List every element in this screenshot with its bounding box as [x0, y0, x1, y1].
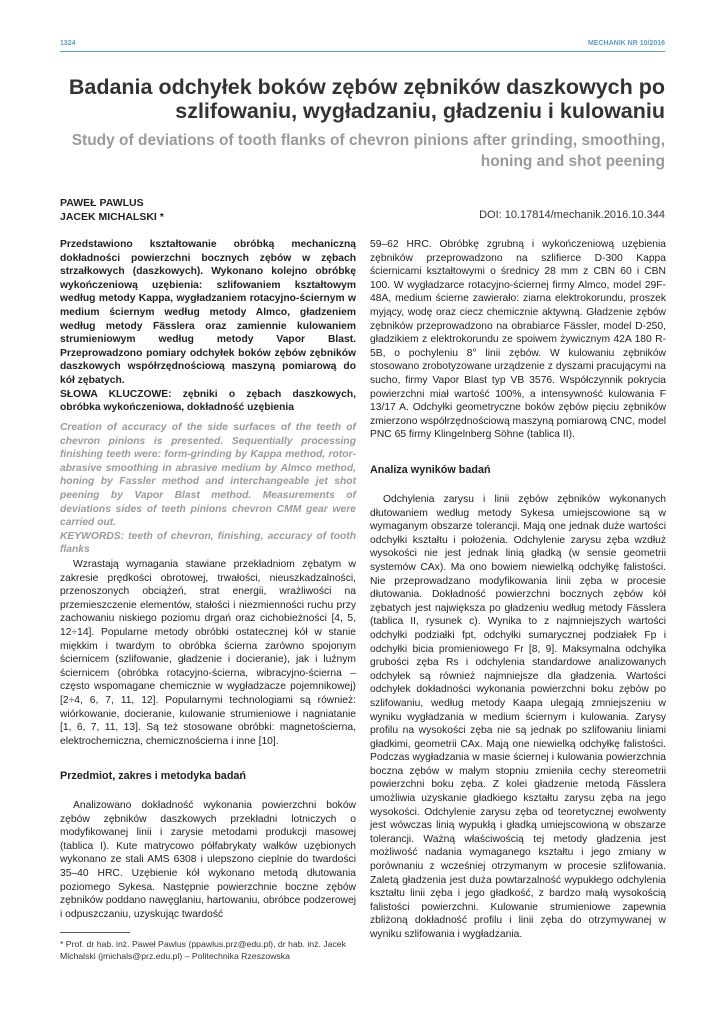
- section-heading: Analiza wyników badań: [370, 464, 491, 476]
- methods-section: [60, 799, 356, 921]
- methods-continued: [370, 238, 666, 442]
- header-rule: [60, 51, 665, 52]
- results-section: [370, 493, 666, 942]
- footnote-rule: [60, 932, 130, 933]
- keywords-pl: SŁOWA KLUCZOWE: zębniki o zębach daszkowych, obróbka wykończeniowa, dokładność uzębienia: [60, 388, 356, 414]
- author-name: PAWEŁ PAWLUS: [60, 197, 144, 209]
- abstract-english: [60, 421, 356, 557]
- results-paragraph: Odchylenia zarysu i linii zębów zębników wykonanych dłutowaniem według metody Sykesa umiejscowione są w wymaganym obszarze tolerancji. Mają one jednak duże wartości odchyłki kształtu i położenia. Odchylenie zarysu zęba wzdłuż wysokości nie jest jednak linią gładką (w sensie geometrii systemów CAx). Ma ono bowiem niewielką odchyłkę falistości. Nie przeprowadzano modyfikowania linii zęba w procesie dłutowania. Dokładność powierzchni bocznych zębów kół zębatych jest największa po gładzeniu według metody Fässlera (tablica II, rysunek c). Wynika to z najmniejszych wartości odchyłki podziałki fpt, odchyłki sumarycznej podziałek Fp i odchyłki bicia promieniowego Fr [8, 9]. Maksymalna odchyłka grubości zęba Rs i odchylenia standardowe analizowanych odchyłek są również najmniejsze dla gładzenia. Wartości odchyłek dokładności wykonania powierzchni boku zębów po szlifowaniu, według metody Kaapa ulegają zmniejszeniu w wyniku wygładzania w medium ściernym i kulowania. Zarysy profilu na wysokości zęba nie są jednak po szlifowaniu liniami gładkimi, geometrii CAx. Mają one niewielką odchyłkę falistości. Podczas wygładzania w masie ściernej i kulowania powierzchnia boczna zębów w małym stopniu zmieniła cechy stereometrii powierzchni boku zęba. Z kolei gładzenie metodą Fässlera umożliwia uzyskanie gładkiego kształtu zarysu zęba na jego wysokości. Odchylenie zarysu zęba od teoretycznej ewolwenty jest wówczas linią wypukłą i gładką umiejscowioną w obszarze tolerancji. Ważną właściwością tej metody gładzenia jest możliwość nadania wymaganego kształtu i jego zmiany w porównaniu z wcześniej otrzymanym w procesie szlifowania. Zaletą gładzenia jest duża powtarzalność wypukłego odchylenia kształtu linii zęba i jego gładkość, z bardzo małą wysokością falistości powierzchni. Kulowanie strumieniowe zapewnia zbliżoną dokładność profilu i linii zęba do otrzymywanej w wyniku szlifowania i wygładzania.: [370, 494, 666, 940]
- page-header: [60, 40, 665, 54]
- section-heading: Przedmiot, zakres i metodyka badań: [60, 770, 247, 782]
- abstract-en-text: Creation of accuracy of the side surfaces of the teeth of chevron pinions is presented. Sequentially processing finishing teeth were: form-grinding by Kappa method, rotor-abrasive smoothing in abrasive medium by Almco method, honing by Fassler method and interchangeable jet shot peening by Vapor Blast method. Measurements of deviations sides of teeth pinions chevron CMM gear were carried out.: [60, 422, 356, 529]
- footnote: * Prof. dr hab. inż. Paweł Pawlus (ppawlus.prz@edu.pl), dr hab. inż. Jacek Michalski (jmichals@prz.edu.pl) – Politechnika Rzeszowska: [60, 939, 346, 961]
- intro-paragraph: Wzrastają wymagania stawiane przekładniom zębatym w zakresie prędkości obrotowej, trwałości, nieuszkadzalności, przenoszonych obciążeń, strat energii, wrażliwości na przemieszczenie elementów, stałości i niezmienności ruchu przy zachowaniu niskiego poziomu drgań oraz cichobieżności [4, 5, 12÷14]. Popularne metody obróbki ostatecznej kół w stanie miękkim i twardym to obróbka ścierna zarówno spojonym ściernicem (szlifowanie, gładzenie i docieranie), jak i luźnym ściernicem (obróbka rotacyjno-ścierna, wibracyjno-ścierna – często wspomagane chemicznie w wygładzacze pojemnikowej) [2÷4, 6, 7, 11, 12]. Popularnymi technologiami są również: wiórkowanie, docieranie, kulowanie strumieniowe i nagniatanie [1, 6, 7, 11, 13]. Są też stosowane obróbki: magnetościerna, elektrochemiczna, chemicznościerna i inne [10].: [60, 559, 356, 747]
- doi: DOI: 10.17814/mechanik.2016.10.344: [479, 209, 665, 221]
- journal-name: MECHANIK NR 10/2016: [587, 40, 665, 47]
- title-english: Study of deviations of tooth flanks of chevron pinions after grinding, smoothing, honing and shot peening: [71, 132, 665, 170]
- abstract-polish: [60, 238, 356, 415]
- methods-continued-paragraph: 59–62 HRC. Obróbkę zgrubną i wykończeniową uzębienia zębników przeprowadzono na szlifierce D-300 Kappa ściernicami kształtowymi o średnicy 28 mm z CBN 60 i CBN 100. W wygładzarce rotacyjno-ściernej firmy Almco, model 29F-48A, medium ścierne zawierało: ziarna elektrokorundu, proszek myjący, wodę oraz ciecz chemicznie aktywną. Gładzenie zębów zębników przeprowadzono na obrabiarce Fässler, model D-250, gładzikiem z elektrokorundu ze spoiwem żywicznym 42A 180 R-5B, o pochyleniu 8° linii zębów. W kulowaniu zębników stosowano zrobotyzowane urządzenie z dyszami pracującymi na sucho, firmy Vapor Blast typ VB 3576. Współczynnik pokrycia powierzchni miał wartość 100%, a intensywność kulowania F 13/17 A. Odchyłki geometryczne boków zębów pięciu zębników zmierzono współrzędnościową maszyną pomiarową CNC, model PNC 65 firmy Klingelnberg Söhne (tablica II).: [370, 239, 666, 441]
- abstract-pl-text: Przedstawiono kształtowanie obróbką mechaniczną dokładności powierzchni bocznych zębów w zębach strzałkowych (daszkowych). Wykonano kolejno obróbkę wykończeniową uzębienia: szlifowaniem kształtowym według metody Kappa, wygładzaniem rotacyjno-ściernym w medium ściernym według metody Almco, gładzeniem według metody Fässlera oraz zamiennie kulowaniem strumieniowym według metody Vapor Blast. Przeprowadzono pomiary odchyłek boków zębów zębników daszkowych współrzędnościową maszyną pomiarową do kół zębatych.: [60, 239, 356, 386]
- methods-paragraph: Analizowano dokładność wykonania powierzchni boków zębów zębników daszkowych przekładni lotniczych o modyfikowanej linii i zarysie metodami produkcji masowej (tablica I). Kute matrycowo półfabrykaty wałków uzębionych wykonano ze stali AMS 6308 i ulepszono cieplnie do twardości 35–40 HRC. Uzębienie kół wykonano metodą dłutowania poziomego Sykesa. Następnie powierzchnie boczne zębów zębników poddano nawęglaniu, hartowaniu, obróbce podzerowej i odpuszczaniu, uzyskując twardość: [60, 800, 356, 920]
- title-polish: Badania odchyłek boków zębów zębników daszkowych po szlifowaniu, wygładzaniu, gładzeniu i kulowaniu: [68, 75, 665, 123]
- keywords-en: KEYWORDS: teeth of chevron, finishing, accuracy of tooth flanks: [60, 530, 356, 556]
- page-number: 1324: [60, 40, 76, 47]
- authors: [60, 196, 164, 224]
- author-name: JACEK MICHALSKI *: [60, 211, 164, 223]
- introduction: [60, 558, 356, 748]
